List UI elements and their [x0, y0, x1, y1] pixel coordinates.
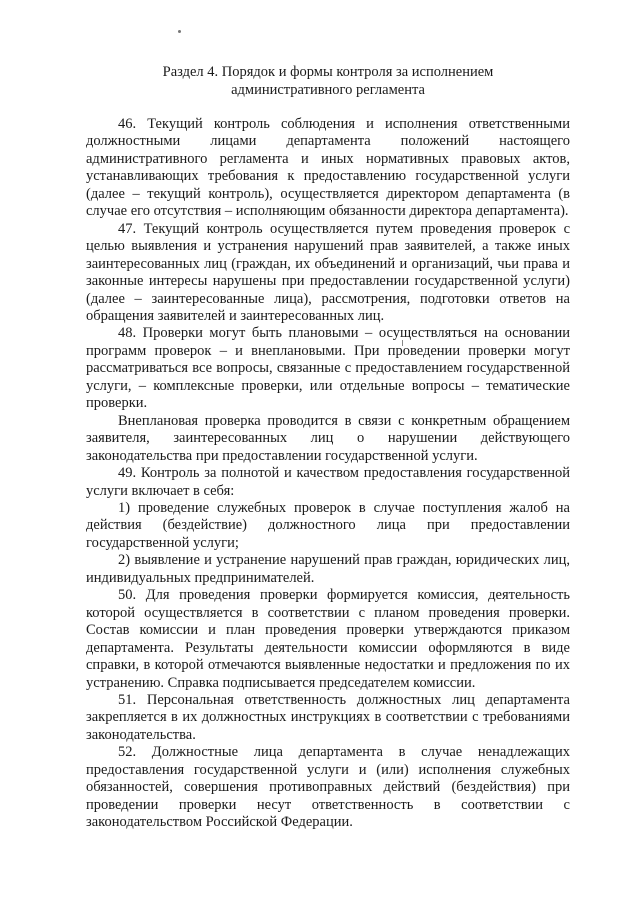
paragraph-46: 46. Текущий контроль соблюдения и исполнения ответственными должностными лицами департамента положений настоящего административного регламента и иных нормативных правовых актов, устанавливающих требования к предоставлению государственной услуги (далее – текущий контроль), осуществляется директором департамента (в случае его отсутствия – исполняющим обязанности директора департамента).: [86, 116, 570, 220]
document-body: [86, 116, 570, 832]
paragraph-49-item-1: 1) проведение служебных проверок в случае поступления жалоб на действия (бездействие) должностного лица при предоставлении государственной услуги;: [86, 499, 570, 551]
paragraph-unscheduled-check: Внеплановая проверка проводится в связи с конкретным обращением заявителя, заинтересованных лиц о нарушении действующего законодательства при предоставлении государственной услуги.: [86, 412, 570, 464]
scan-dot: [178, 30, 181, 33]
section-heading-line-2: административного регламента: [231, 81, 425, 98]
paragraph-50: 50. Для проведения проверки формируется комиссия, деятельность которой осуществляется в соответствии с планом проведения проверки. Состав комиссии и план проведения проверки утверждаются приказом департамента. Результаты деятельности комиссии оформляются в виде справки, в которой отмечаются выявленные недостатки и предложения по их устранению. Справка подписывается председателем комиссии.: [86, 587, 570, 691]
paragraph-49: 49. Контроль за полнотой и качеством предоставления государственной услуги включает в себя:: [86, 465, 570, 499]
paragraph-51: 51. Персональная ответственность должностных лиц департамента закрепляется в их должностных инструкциях в соответствии с требованиями законодательства.: [86, 691, 570, 743]
section-heading: [86, 64, 570, 99]
paragraph-47: 47. Текущий контроль осуществляется путем проведения проверок с целью выявления и устранения нарушений прав заявителей, а также иных заинтересованных лиц (граждан, их объединений и организаций, чьи права и законные интересы нарушены при предоставлении государственной услуги) (далее – заинтересованные лица), рассмотрения, подготовки ответов на обращения заявителей и заинтересованных лиц.: [86, 220, 570, 324]
section-heading-line-1: Раздел 4. Порядок и формы контроля за исполнением: [162, 64, 494, 80]
paragraph-49-item-2: 2) выявление и устранение нарушений прав граждан, юридических лиц, индивидуальных предпринимателей.: [86, 552, 570, 586]
paragraph-48: 48. Проверки могут быть плановыми – осуществляться на основании программ проверок – и внеплановыми. При проведении проверки могут рассматриваться все вопросы, связанные с предоставлением государственной услуги, – комплексные проверки, или отдельные вопросы – тематические проверки.: [86, 325, 570, 412]
paragraph-52: 52. Должностные лица департамента в случае ненадлежащих предоставления государственной услуги и (или) исполнения служебных обязанностей, совершения противоправных действий (бездействия) при проведении проверки несут ответственность в соответствии с законодательством Российской Федерации.: [86, 744, 570, 831]
